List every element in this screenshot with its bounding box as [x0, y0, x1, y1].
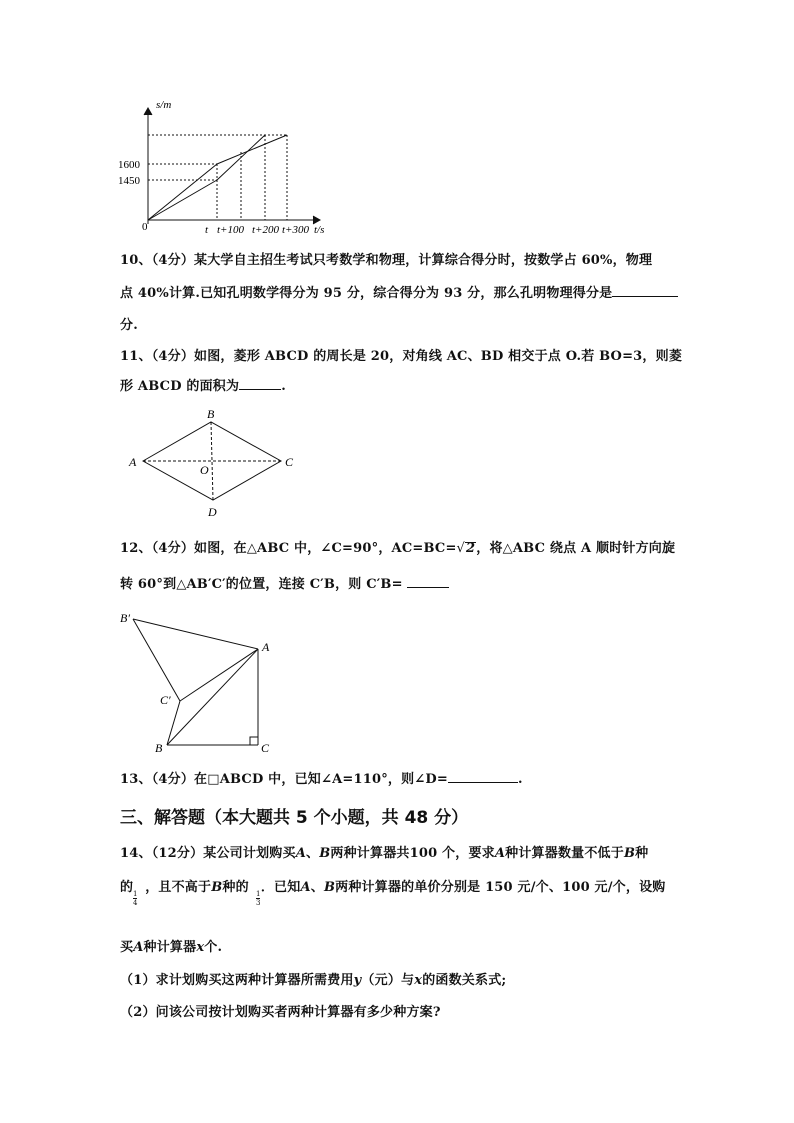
tri-label-C: C [261, 741, 270, 755]
q14-l2a: 的 [120, 880, 134, 895]
x-tick-t: t [205, 224, 209, 236]
y-axis-arrow [144, 108, 152, 115]
q14-l3b: 种计算器 [143, 940, 197, 955]
tri-label-B: B [155, 741, 163, 755]
rhombus-label-O: O [200, 463, 209, 477]
section-3-title: 三、解答题（本大题共 5 个小题，共 48 分） [120, 808, 469, 828]
rhombus-label-D: D [208, 505, 217, 519]
var-x: x [196, 940, 205, 955]
q11-line2-end: . [281, 379, 286, 394]
graph-line-1b [217, 135, 287, 164]
x-tick-t100: t+100 [217, 224, 244, 236]
y-tick-1600: 1600 [118, 159, 140, 171]
q14-l3a: 买 [120, 940, 134, 955]
q10-line2-text: 点 40%计算.已知孔明数学得分为 95 分，综合得分为 93 分，那么孔明物理得分是 [120, 286, 613, 301]
var-B: B [323, 880, 336, 895]
q13-end: . [517, 772, 523, 787]
q14-line2 [120, 876, 666, 895]
x-axis-arrow [313, 216, 320, 224]
q14-sub2: （2）问该公司按计划购买者两种计算器有多少种方案? [120, 1005, 441, 1020]
q13-line1 [120, 768, 523, 787]
x-tick-t200: t+200 [252, 224, 279, 236]
q14-l2b: ，且不高于 [145, 880, 212, 895]
q14-l2c: 种的 [222, 880, 249, 895]
q14-l1b: 两种计算器共100 个，要求 [330, 846, 495, 861]
var-A: A [133, 940, 144, 955]
q14-line1 [120, 842, 648, 861]
var-B: B [623, 846, 636, 861]
q14-l2d: ．已知 [260, 880, 301, 895]
q14-sub1c: 的函数关系式; [422, 973, 507, 988]
q11-line2 [120, 375, 286, 394]
q14-sub1b: （元）与 [361, 973, 415, 988]
q14-l3c: 个. [204, 940, 223, 955]
q12-line2 [120, 573, 449, 592]
frac1-den: 4 [133, 899, 138, 907]
x-tick-t300: t+300 [282, 224, 309, 236]
q11-line1: 11、（4分）如图，菱形 ABCD 的周长是 20，对角线 AC、BD 相交于点 O.若 BO=3，则菱 [120, 349, 683, 364]
q14-l2e: 两种计算器的单价分别是 150 元/个、100 元/个，设购 [335, 880, 666, 895]
tri-label-B1: B′ [120, 611, 130, 625]
tri-label-C1: C′ [160, 693, 171, 707]
var-A: A [295, 846, 306, 861]
frac1-num: 1 [133, 890, 138, 898]
q14-sep: 、 [305, 846, 320, 861]
q14-l1d: 种 [635, 846, 649, 861]
y-axis-label: s/m [156, 99, 172, 111]
origin-label: 0 [142, 221, 148, 233]
rhombus-label-A: A [129, 455, 137, 469]
tri-label-A: A [262, 640, 270, 654]
q14-sub1a: （1）求计划购买这两种计算器所需费用 [120, 973, 354, 988]
fraction-one-quarter [133, 890, 137, 907]
rhombus-figure [125, 403, 305, 523]
q12-line1-pre: 12、（4分）如图，在△ABC 中，∠C=90°，AC=BC= [120, 541, 457, 556]
q11-answer-blank[interactable] [239, 377, 281, 390]
q13-answer-blank[interactable] [448, 770, 518, 783]
frac2-num: 1 [256, 890, 261, 898]
q12-answer-blank[interactable] [407, 575, 449, 588]
x-axis-label: t/s [314, 224, 325, 236]
sqrt-sign: √ [456, 541, 466, 556]
var-A: A [300, 880, 311, 895]
q12-line1-post: ，将△ABC 绕点 A 顺时针方向旋 [476, 541, 676, 556]
q14-line3 [120, 936, 222, 955]
var-B: B [211, 880, 223, 895]
fraction-one-third [256, 890, 260, 907]
y-tick-1450: 1450 [118, 175, 140, 187]
q14-l1a: 14、（12分）某公司计划购买 [120, 846, 296, 861]
rotation-triangle-figure [115, 605, 285, 755]
frac2-den: 3 [256, 899, 261, 907]
graph-line-2 [148, 180, 217, 220]
q12-line2-text: 转 60°到△AB′C′的位置，连接 C′B，则 C′B= [120, 577, 403, 592]
q14-sep: 、 [310, 880, 324, 895]
q10-line1: 10、（4分）某大学自主招生考试只考数学和物理，计算综合得分时，按数学占 60%，物理 [120, 253, 653, 268]
distance-time-graph [118, 95, 340, 240]
q10-answer-blank[interactable] [612, 284, 678, 297]
q11-line2-text: 形 ABCD 的面积为 [120, 379, 240, 394]
var-B: B [319, 846, 331, 861]
q12-line1 [120, 537, 675, 556]
var-y: y [353, 973, 362, 988]
q13-text: 13、（4分）在□ABCD 中，已知∠A=110°，则∠D= [120, 772, 448, 787]
q14-sub1 [120, 969, 506, 988]
q10-line3: 分. [120, 318, 138, 333]
var-A: A [494, 846, 506, 861]
rhombus-label-B: B [207, 407, 215, 421]
rhombus-label-C: C [285, 455, 294, 469]
var-x: x [414, 973, 423, 988]
q14-l1c: 种计算器数量不低于 [505, 846, 624, 861]
graph-line-1 [148, 164, 217, 220]
q10-line2 [120, 282, 678, 301]
sqrt-value: 2 [466, 541, 476, 556]
